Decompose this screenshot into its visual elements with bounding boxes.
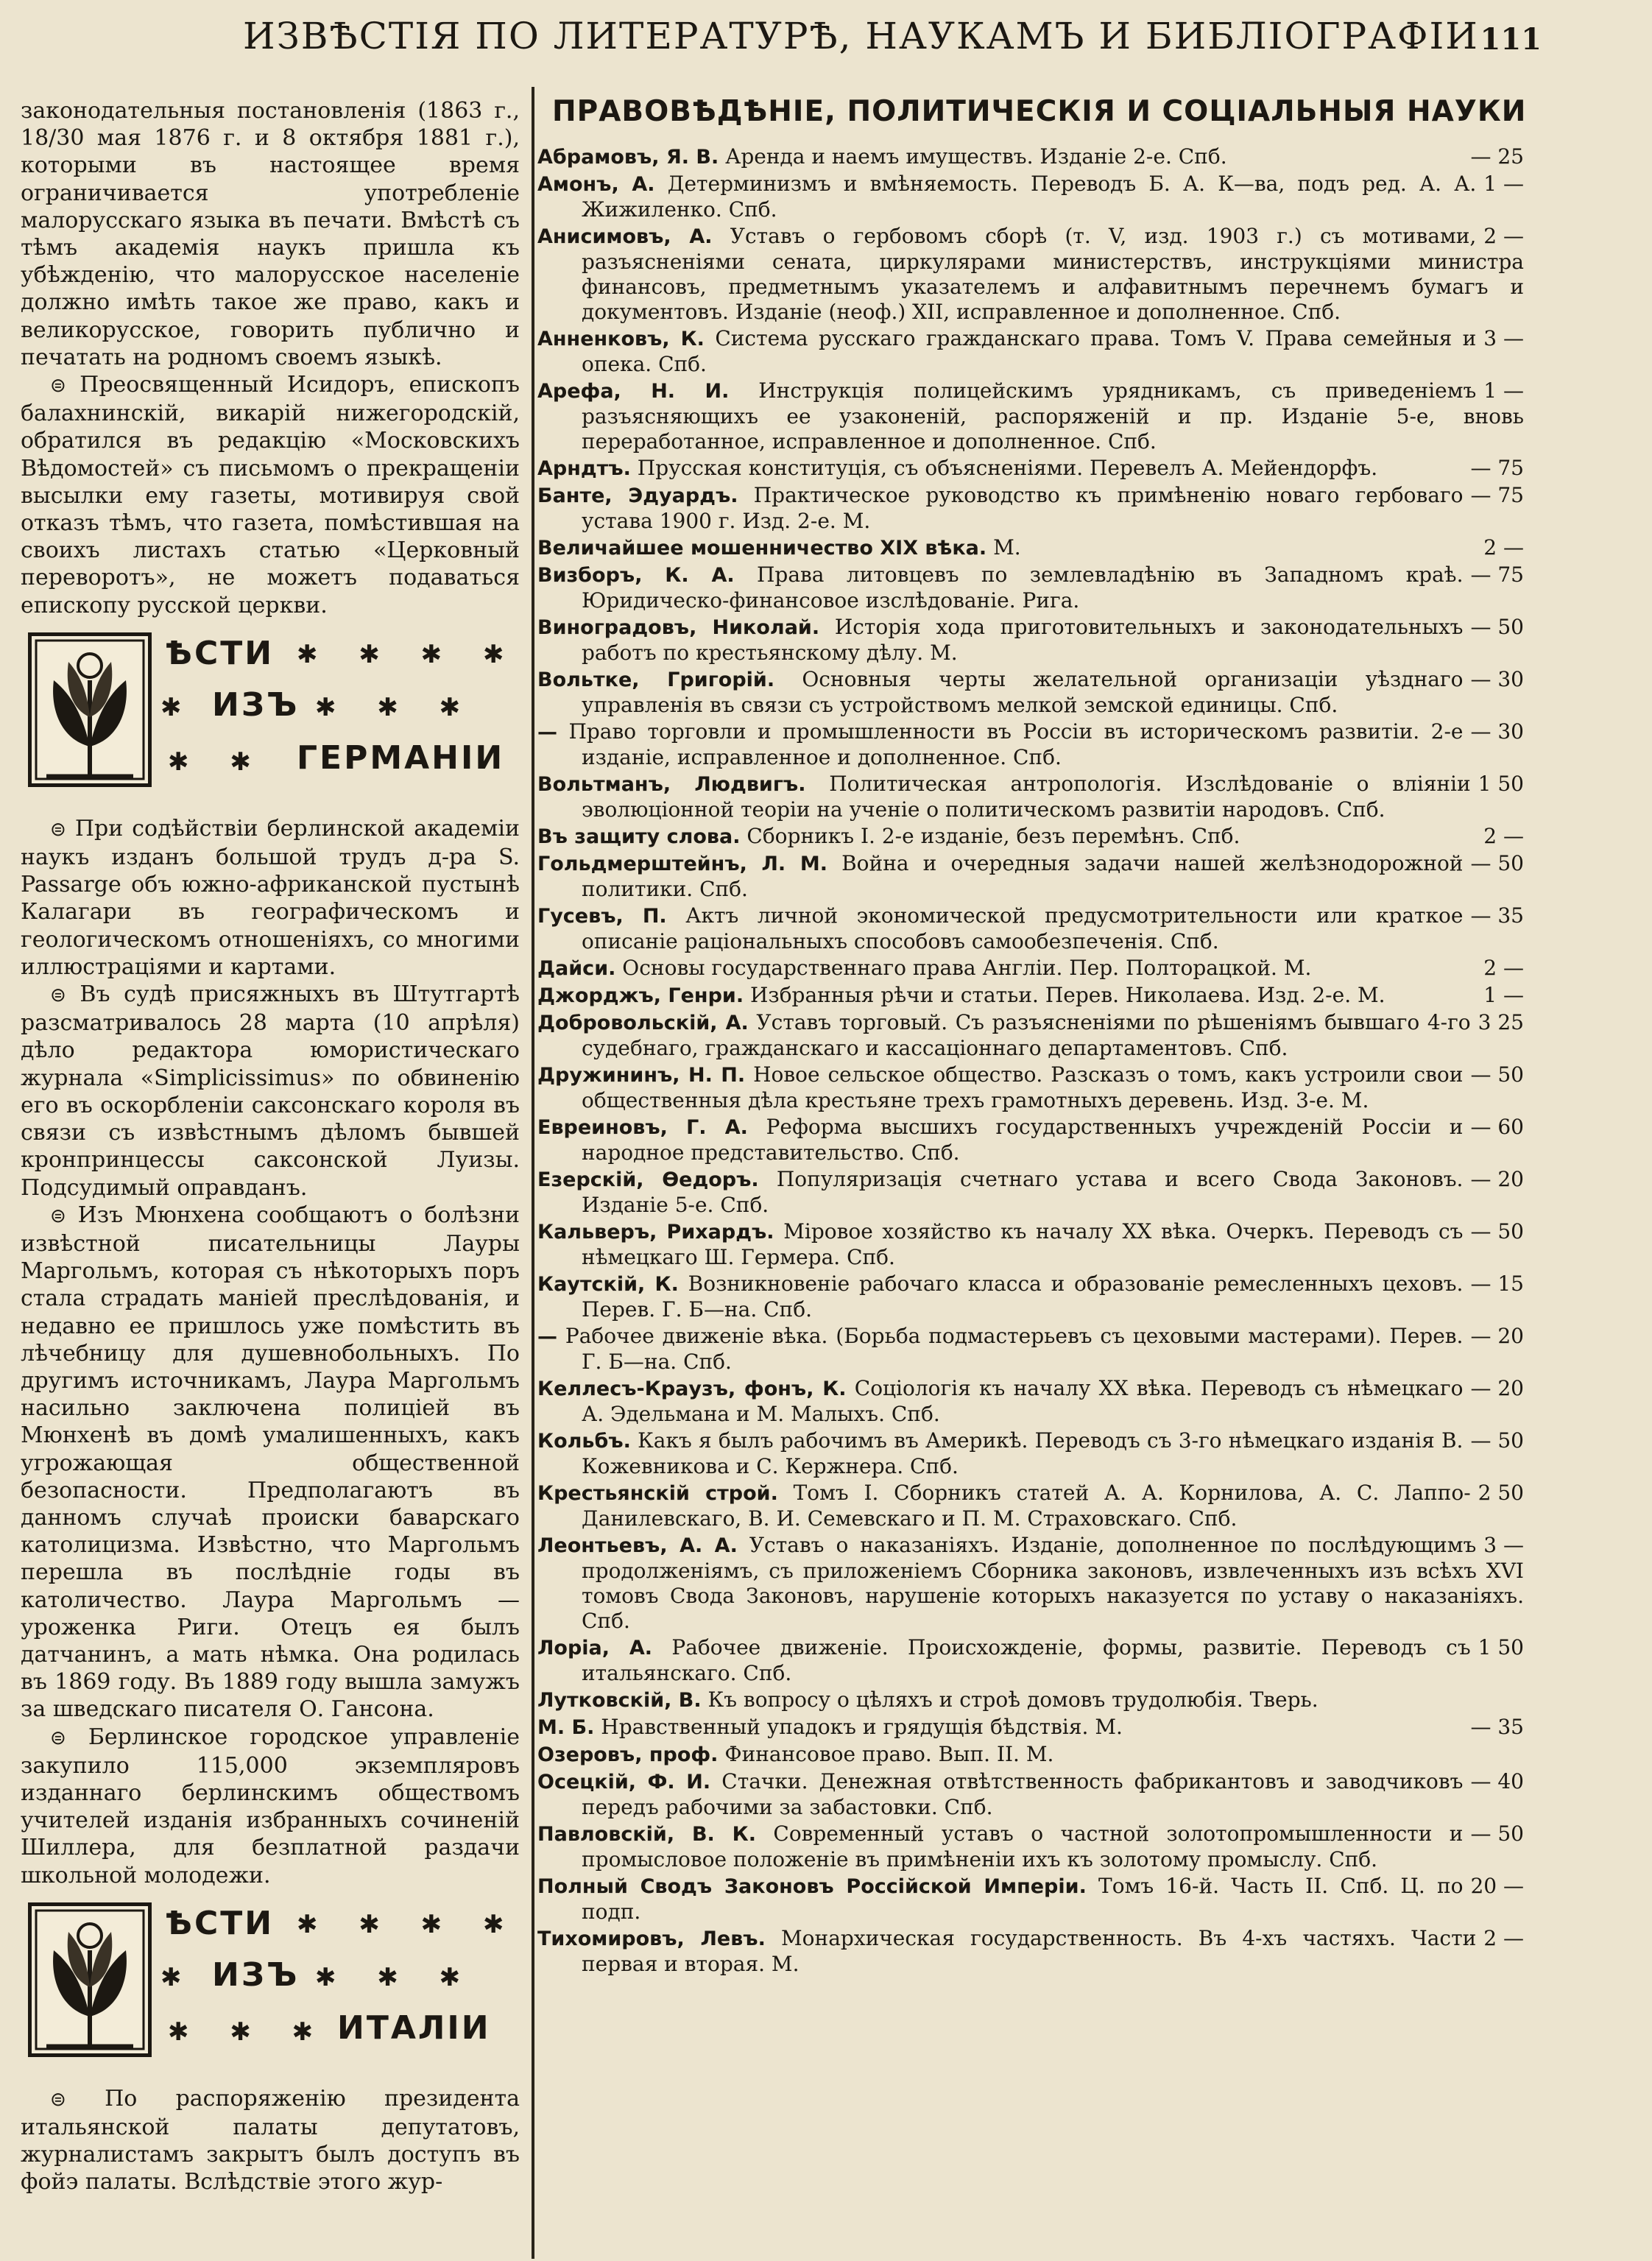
entry-title: Уставъ о наказаніяхъ. Изданіе, дополненное по послѣдующимъ продолженіямъ, съ приложеніемъ Сборника законовъ, извлеченныхъ изъ всѣхъ XVI томовъ Свода Законовъ, нарушеніе которыхъ наказуется по уставу о наказаніяхъ. Спб. — [582, 1533, 1524, 1633]
news-paragraph — [21, 815, 520, 981]
entry-author: Каутскій, К. — [537, 1273, 679, 1296]
news-text: При содѣйствіи берлинской академіи наукъ изданъ большой трудъ д-ра S. Passarge объ южно-африканской пустынѣ Калагари въ географическомъ и геологическомъ отношеніяхъ, со многими иллюстраціями и картами. — [21, 815, 520, 980]
section-heading-italy — [21, 1902, 520, 2069]
entry-title: Детерминизмъ и вмѣняемость. Переводъ Б. А. К—ва, подъ ред. А. А. Жижиленко. Спб. — [582, 172, 1477, 222]
entry-title: Монархическая государственность. Въ 4-хъ частяхъ. Части первая и вторая. М. — [582, 1926, 1477, 1976]
entry-price: 1 — — [1483, 172, 1524, 196]
entry-author: Вольтке, Григорій. — [537, 669, 775, 691]
news-text: Берлинское городское управленіе закупило 115,000 экземпляровъ изданнаго берлинскимъ обществомъ учителей изданія избранныхъ сочиненій Шиллера, для безплатной раздачи школьной молодежи. — [21, 1724, 520, 1888]
entry-author: Лоріа, А. — [537, 1637, 653, 1659]
entry-title: Новое сельское общество. Разсказъ о томъ, какъ устроили свои общественныя дѣла крестьяне трехъ грамотныхъ деревень. Изд. 3-е. М. — [582, 1062, 1464, 1112]
entry-price: — 75 — [1470, 562, 1524, 587]
bibliography-entry — [537, 1821, 1524, 1872]
ornament-vignette-icon — [28, 1902, 152, 2057]
bullet-icon: ⊜ — [50, 1204, 66, 1227]
bullet-icon: ⊜ — [50, 984, 66, 1007]
entry-price: — 50 — [1470, 615, 1524, 639]
entry-title: Реформа высшихъ государственныхъ учрежденій Россіи и народное представительство. Спб. — [582, 1115, 1464, 1165]
entry-price: — 75 — [1470, 456, 1524, 480]
entry-title: Право торговли и промышленности въ Россіи въ историческомъ развитіи. 2-е изданіе, исправленное и дополненное. Спб. — [568, 719, 1464, 769]
entry-author: Добровольскій, А. — [537, 1012, 749, 1034]
entry-price: 3 25 — [1478, 1010, 1524, 1034]
entry-author: Езерскій, Ѳедоръ. — [537, 1168, 759, 1191]
entry-author: М. Б. — [537, 1716, 595, 1739]
entry-author: Леонтьевъ, А. А. — [537, 1534, 738, 1557]
bibliography-entry — [537, 1324, 1524, 1375]
news-text: По распоряженію президента итальянской палаты депутатовъ, журналистамъ закрытъ былъ доступъ въ фойэ палаты. Вслѣдствіе этого жур- — [21, 2085, 520, 2195]
entry-price: — 20 — [1470, 1376, 1524, 1400]
bibliography-entry — [537, 824, 1524, 850]
entry-price: — 50 — [1470, 1219, 1524, 1244]
bibliography-entry — [537, 851, 1524, 902]
bibliography-list — [537, 144, 1524, 1977]
entry-author: Лутковскій, В. — [537, 1689, 702, 1712]
entry-price: 2 — — [1483, 824, 1524, 848]
entry-price: 3 — — [1483, 326, 1524, 350]
entry-author: Дайси. — [537, 957, 616, 980]
bibliography-entry — [537, 456, 1524, 482]
entry-author: — — [537, 721, 557, 744]
entry-title: Основныя черты желательной организаціи уѣзднаго управленія въ связи съ устройствомъ мелкой земской единицы. Спб. — [582, 667, 1464, 717]
entry-author: Визборъ, К. А. — [537, 564, 735, 587]
entry-price: — 35 — [1470, 903, 1524, 928]
entry-title: Возникновеніе рабочаго класса и образованіе ремесленныхъ цеховъ. Перев. Г. Б—на. Спб. — [582, 1271, 1464, 1322]
entry-price: — 60 — [1470, 1115, 1524, 1139]
entry-author: Кальверъ, Рихардъ. — [537, 1221, 774, 1244]
entry-author: Виноградовъ, Николай. — [537, 616, 820, 639]
entry-title: Избранныя рѣчи и статьи. Перев. Николаева. Изд. 2-е. М. — [750, 983, 1386, 1007]
entry-title: М. — [993, 535, 1021, 560]
heading-stars: ✱ ✱ ✱ ✱ — [297, 639, 520, 669]
bibliography-entry — [537, 224, 1524, 325]
bibliography-entry — [537, 719, 1524, 770]
entry-author: Арндтъ. — [537, 457, 631, 480]
entry-price: 2 — — [1483, 224, 1524, 248]
heading-word: ИЗЪ — [212, 1955, 300, 1994]
entry-title: Къ вопросу о цѣляхъ и строѣ домовъ трудолюбія. Тверь. — [707, 1687, 1319, 1712]
entry-title: Финансовое право. Вып. II. М. — [724, 1742, 1054, 1766]
entry-author: — — [537, 1325, 557, 1348]
heading-word: ИЗЪ — [212, 685, 300, 724]
entry-title: Инструкція полицейскимъ урядникамъ, съ приведеніемъ разъясняющихъ ее узаконеній, распоряженій и пр. Изданіе 5-е, вновь переработанное, исправленное и дополненное. Спб. — [582, 378, 1524, 454]
bibliography-entry — [537, 1926, 1524, 1977]
bibliography-entry — [537, 1742, 1524, 1768]
running-head — [0, 10, 1652, 62]
bibliography-entry — [537, 615, 1524, 666]
bibliography-entry — [537, 1167, 1524, 1218]
entry-price: — 15 — [1470, 1271, 1524, 1296]
heading-stars: ✱ ✱ ✱ — [315, 692, 477, 722]
entry-author: Вольтманъ, Людвигъ. — [537, 773, 806, 796]
entry-title: Какъ я былъ рабочимъ въ Америкѣ. Переводъ съ 3-го нѣмецкаго изданія В. Кожевникова и С. Кержнера. Спб. — [582, 1428, 1464, 1478]
bibliography-entry — [537, 1115, 1524, 1165]
entry-title: Права литовцевъ по землевладѣнію въ Западномъ краѣ. Юридическо-финансовое изслѣдованіе. Рига. — [582, 562, 1464, 613]
entry-title: Основы государственнаго права Англіи. Пер. Полторацкой. М. — [622, 956, 1312, 980]
entry-title: Прусская конституція, съ объясненіями. Перевелъ А. Мейендорфъ. — [637, 456, 1378, 480]
entry-price: 20 — — [1470, 1874, 1524, 1898]
entry-author: Тихомировъ, Левъ. — [537, 1927, 766, 1950]
entry-author: Озеровъ, проф. — [537, 1743, 719, 1766]
bullet-icon: ⊜ — [50, 2088, 66, 2111]
entry-title: Исторія хода приготовительныхъ и законодательныхъ работъ по крестьянскому дѣлу. М. — [582, 615, 1464, 665]
intro-paragraph: законодательныя постановленія (1863 г., 18/30 мая 1876 г. и 8 октября 1881 г.), которыми въ настоящее время ограничивается употребленіе малорусскаго языка въ печати. Вмѣстѣ съ тѣмъ академія наукъ пришла къ убѣжденію, что малорусское населеніе должно имѣть такое же право, какъ и великорусское, говорить публично и печатать на родномъ своемъ языкѣ. — [21, 98, 520, 370]
news-paragraph — [21, 1202, 520, 1724]
entry-title: Міровое хозяйство къ началу XX вѣка. Очеркъ. Переводъ съ нѣмецкаго Ш. Гермера. Спб. — [582, 1219, 1464, 1269]
right-column — [537, 94, 1527, 1978]
bibliography-entry — [537, 562, 1524, 613]
news-text: Въ судѣ присяжныхъ въ Штутгартѣ разсматривалось 28 марта (10 апрѣля) дѣло редактора юмористическаго журнала «Simplicissimus» по обвиненію его въ оскорбленіи саксонскаго короля въ связи съ извѣстнымъ дѣломъ бывшей кронпринцессы саксонской Луизы. Подсудимый оправданъ. — [21, 981, 520, 1201]
entry-price: 1 — — [1483, 983, 1524, 1007]
entry-price: — 75 — [1470, 483, 1524, 507]
bullet-icon: ⊜ — [50, 1726, 66, 1749]
bibliography-entry — [537, 983, 1524, 1009]
entry-title: Практическое руководство къ примѣненію новаго гербоваго устава 1900 г. Изд. 2-е. М. — [582, 483, 1464, 533]
entry-price: 2 50 — [1478, 1481, 1524, 1505]
bibliography-entry — [537, 1428, 1524, 1479]
entry-price: 1 — — [1483, 378, 1524, 403]
entry-author: Абрамовъ, Я. В. — [537, 146, 719, 169]
entry-title: Уставъ торговый. Съ разъясненіями по рѣшеніямъ бывшаго 4-го судебнаго, гражданскаго и кассаціоннаго департаментовъ. Спб. — [582, 1010, 1471, 1060]
heading-stars: ✱ — [160, 692, 198, 722]
entry-title: Нравственный упадокъ и грядущія бѣдствія. М. — [601, 1715, 1123, 1739]
news-paragraph — [21, 981, 520, 1202]
entry-title: Популяризація счетнаго устава и всего Свода Законовъ. Изданіе 5-е. Спб. — [582, 1167, 1464, 1217]
entry-title: Томъ 16-й. Часть II. Спб. Ц. по подп. — [582, 1874, 1464, 1924]
entry-title: Актъ личной экономической предусмотрительности или краткое описаніе раціональныхъ способовъ самообезпеченія. Спб. — [582, 903, 1464, 953]
bibliography-entry — [537, 1010, 1524, 1061]
entry-author: Арефа, Н. И. — [537, 380, 730, 403]
bibliography-entry — [537, 172, 1524, 222]
entry-price: — 50 — [1470, 1428, 1524, 1453]
bibliography-entry — [537, 144, 1524, 170]
entry-title: Политическая антропологія. Изслѣдованіе о вліяніи эволюціонной теоріи на ученіе о политическомъ развитіи народовъ. Спб. — [582, 772, 1471, 822]
entry-author: Анненковъ, К. — [537, 328, 705, 350]
heading-word: ИТАЛІИ — [337, 2008, 491, 2047]
entry-author: Банте, Эдуардъ. — [537, 484, 738, 507]
entry-title: Система русскаго гражданскаго права. Томъ V. Права семейныя и опека. Спб. — [582, 326, 1477, 376]
entry-title: Уставъ о гербовомъ сборѣ (т. V, изд. 1903 г.) съ мотивами, разъясненіями сената, циркулярами министерствъ, инструкціями министра финансовъ, предметнымъ указателемъ и алфавитнымъ перечнемъ бумагъ и документовъ. Изданіе (неоф.) XII, исправленное и дополненное. Спб. — [582, 224, 1524, 324]
heading-word: ѢСТИ — [165, 1904, 275, 1942]
entry-author: Евреиновъ, Г. А. — [537, 1116, 748, 1139]
section-rubric: ПРАВОВѢДѢНІЕ, ПОЛИТИЧЕСКІЯ И СОЦІАЛЬНЫЯ НАУКИ — [552, 95, 1527, 128]
entry-title: Война и очередныя задачи нашей желѣзнодорожной политики. Спб. — [582, 851, 1464, 901]
entry-author: Величайшее мошенничество XIX вѣка. — [537, 537, 987, 560]
entry-author: Анисимовъ, А. — [537, 225, 713, 248]
entry-author: Джорджъ, Генри. — [537, 984, 744, 1007]
entry-price: — 30 — [1470, 667, 1524, 691]
entry-author: Гольдмерштейнъ, Л. М. — [537, 853, 827, 875]
entry-title: Рабочее движеніе. Происхожденіе, формы, развитіе. Переводъ съ итальянскаго. Спб. — [582, 1635, 1471, 1685]
entry-title: Стачки. Денежная отвѣтственность фабрикантовъ и заводчиковъ передъ рабочими за забастовки. Спб. — [582, 1769, 1464, 1819]
entry-title: Сборникъ I. 2-е изданіе, безъ перемѣнъ. Спб. — [746, 824, 1240, 848]
entry-price: 3 — — [1483, 1533, 1524, 1557]
bibliography-entry — [537, 1635, 1524, 1686]
entry-price: — 25 — [1470, 144, 1524, 169]
heading-stars: ✱ ✱ ✱ — [168, 2017, 330, 2047]
entry-author: Осецкій, Ф. И. — [537, 1771, 711, 1793]
column-divider — [532, 87, 534, 2259]
news-paragraph — [21, 2085, 520, 2196]
bibliography-entry — [537, 1219, 1524, 1270]
running-title: ИЗВѢСТІЯ ПО ЛИТЕРАТУРѢ, НАУКАМЪ И БИБЛІОГРАФІИ — [243, 15, 1479, 57]
entry-price: — 50 — [1470, 1062, 1524, 1087]
entry-title: Современный уставъ о частной золотопромышленности и промысловое положеніе въ примѣненіи ихъ къ золотому промыслу. Спб. — [582, 1821, 1464, 1872]
bibliography-entry — [537, 1481, 1524, 1531]
heading-word: ѢСТИ — [165, 634, 275, 672]
section-heading-germany — [21, 632, 520, 799]
bullet-icon: ⊜ — [50, 375, 66, 398]
entry-title: Аренда и наемъ имуществъ. Изданіе 2-е. Спб. — [725, 144, 1227, 169]
entry-price: 2 — — [1483, 1926, 1524, 1950]
bibliography-entry — [537, 1769, 1524, 1820]
entry-price: 1 50 — [1478, 772, 1524, 796]
entry-author: Келлесъ-Краузъ, фонъ, К. — [537, 1378, 847, 1400]
heading-word: ГЕРМАНІИ — [297, 738, 505, 777]
entry-author: Амонъ, А. — [537, 173, 655, 196]
bibliography-entry — [537, 326, 1524, 377]
bibliography-entry — [537, 1533, 1524, 1634]
bibliography-entry — [537, 483, 1524, 534]
bibliography-entry — [537, 903, 1524, 954]
bibliography-entry — [537, 956, 1524, 981]
entry-title: Соціологія къ началу XX вѣка. Переводъ съ нѣмецкаго А. Эдельмана и М. Малыхъ. Спб. — [582, 1376, 1464, 1426]
entry-price: 2 — — [1483, 535, 1524, 560]
entry-price: 1 50 — [1478, 1635, 1524, 1659]
entry-price: — 40 — [1470, 1769, 1524, 1793]
entry-price: — 20 — [1470, 1324, 1524, 1348]
bibliography-entry — [537, 1687, 1524, 1713]
entry-author: Кольбъ. — [537, 1430, 631, 1453]
bibliography-entry — [537, 1715, 1524, 1740]
bibliography-entry — [537, 535, 1524, 561]
entry-price: — 50 — [1470, 851, 1524, 875]
bibliography-entry — [537, 1874, 1524, 1925]
entry-author: Павловскій, В. К. — [537, 1823, 756, 1846]
entry-author: Гусевъ, П. — [537, 905, 667, 928]
entry-price: — 35 — [1470, 1715, 1524, 1739]
bibliography-entry — [537, 1271, 1524, 1322]
bullet-icon: ⊜ — [50, 818, 66, 841]
news-paragraph — [21, 371, 520, 619]
bibliography-entry — [537, 378, 1524, 454]
news-text: Изъ Мюнхена сообщаютъ о болѣзни извѣстной писательницы Лауры Маргольмъ, которая съ нѣкоторыхъ поръ стала страдать маніей преслѣдованія, и недавно ее пришлось уже помѣстить въ лѣчебницу для душевнобольныхъ. По другимъ источникамъ, Лаура Маргольмъ насильно заключена полиціей въ Мюнхенѣ въ домѣ умалишенныхъ, какъ угрожающая общественной безопасности. Предполагаютъ въ данномъ случаѣ происки баварскаго католицизма. Извѣстно, что Маргольмъ перешла въ послѣдніе годы въ католичество. Лаура Маргольмъ — уроженка Риги. Отецъ ея былъ датчанинъ, а мать нѣмка. Она родилась въ 1869 году. Въ 1889 году вышла замужъ за шведскаго писателя О. Гансона. — [21, 1202, 520, 1723]
entry-author: Полный Сводъ Законовъ Россійской Имперіи. — [537, 1875, 1087, 1898]
bibliography-entry — [537, 667, 1524, 718]
left-column — [21, 97, 520, 2196]
entry-title: Томъ I. Сборникъ статей А. А. Корнилова, А. С. Лаппо-Данилевскаго, В. И. Семевскаго и П. М. Страховскаго. Спб. — [582, 1481, 1471, 1531]
entry-price: — 50 — [1470, 1821, 1524, 1846]
entry-author: Дружининъ, Н. П. — [537, 1064, 746, 1087]
page-number: 111 — [1480, 22, 1542, 57]
heading-stars: ✱ ✱ ✱ — [315, 1962, 477, 1992]
ornament-vignette-icon — [28, 632, 152, 787]
bibliography-entry — [537, 772, 1524, 822]
heading-stars: ✱ ✱ ✱ ✱ — [297, 1909, 520, 1939]
entry-author: Крестьянскій строй. — [537, 1482, 778, 1505]
news-paragraph — [21, 1724, 520, 1889]
entry-price: 2 — — [1483, 956, 1524, 980]
news-text: Преосвященный Исидоръ, епископъ балахнинскій, викарій нижегородскій, обратился въ редакцію «Московскихъ Вѣдомостей» съ письмомъ о прекращеніи высылки ему газеты, мотивируя свой отказъ тѣмъ, что газета, помѣстившая на своихъ листахъ статью «Церковный переворотъ», не можетъ подаваться епископу русской церкви. — [21, 372, 520, 618]
bibliography-entry — [537, 1376, 1524, 1427]
entry-title: Рабочее движеніе вѣка. (Борьба подмастерьевъ съ цеховыми мастерами). Перев. Г. Б—на. Спб. — [565, 1324, 1464, 1374]
entry-author: Въ защиту слова. — [537, 825, 741, 848]
heading-stars: ✱ — [160, 1962, 198, 1992]
entry-price: — 30 — [1470, 719, 1524, 744]
bibliography-entry — [537, 1062, 1524, 1113]
heading-stars: ✱ ✱ — [168, 747, 267, 777]
entry-price: — 20 — [1470, 1167, 1524, 1191]
